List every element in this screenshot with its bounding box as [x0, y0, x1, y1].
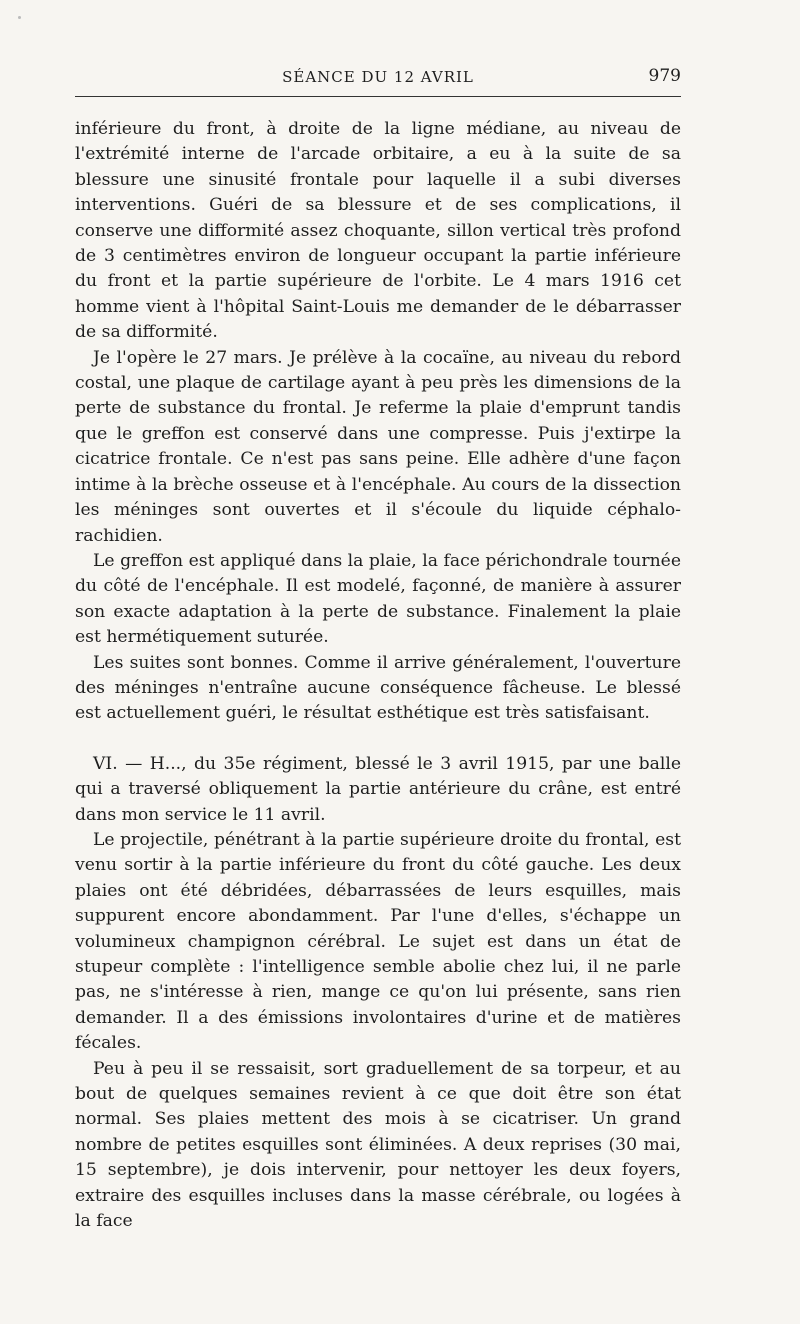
paragraph-continuation: inférieure du front, à droite de la ligne médiane, au niveau de l'extrémité interne de l'arcade orbitaire, a eu à la suite de sa blessure une sinusité frontale pour laquelle il a subi diverses interventions. Guéri de sa blessure et de ses complications, il conserve une difformité assez choquante, sillon vertical très profond de 3 centimètres environ de longueur occupant la partie inférieure du front et la partie supérieure de l'orbite. Le 4 mars 1916 cet homme vient à l'hôpital Saint-Louis me demander de le débarrasser de sa difformité.: [75, 119, 681, 343]
page-speck: [18, 16, 21, 19]
book-page: [75, 60, 681, 1234]
paragraph-outcome: Les suites sont bonnes. Comme il arrive généralement, l'ouverture des méninges n'entraîne aucune conséquence fâcheuse. Le blessé est actuellement guéri, le résultat esthétique est très satisfaisant.: [75, 652, 681, 724]
paragraph-recovery: Peu à peu il se ressaisit, sort graduellement de sa torpeur, et au bout de quelques semaines revient à ce que doit être son état normal. Ses plaies mettent des mois à se cicatriser. Un grand nombre de petites esquilles sont éliminées. A deux reprises (30 mai, 15 septembre), je dois intervenir, pour nettoyer les deux foyers, extraire des esquilles incluses dans la masse cérébrale, ou logées à la face: [75, 1058, 681, 1232]
header-rule: [75, 96, 681, 97]
paragraph-projectile: Le projectile, pénétrant à la partie supérieure droite du frontal, est venu sortir à la partie inférieure du front du côté gauche. Les deux plaies ont été débridées, débarrassées de leurs esquilles, mais suppurent encore abondamment. Par l'une d'elles, s'échappe un volumineux champignon cérébral. Le sujet est dans un état de stupeur complète : l'intelligence semble abolie chez lui, il ne parle pas, ne s'intéresse à rien, mange ce qu'on lui présente, sans rien demander. Il a des émissions involontaires d'urine et de matières fécales.: [75, 829, 681, 1054]
body-text: [75, 117, 681, 1234]
page-number: 979: [648, 66, 681, 86]
running-head: [75, 60, 681, 96]
paragraph-operation: Je l'opère le 27 mars. Je prélève à la cocaïne, au niveau du rebord costal, une plaque de cartilage ayant à peu près les dimensions de la perte de substance du frontal. Je referme la plaie d'emprunt tandis que le greffon est conservé dans une compresse. Puis j'extirpe la cicatrice frontale. Ce n'est pas sans peine. Elle adhère d'une façon intime à la brèche osseuse et à l'encéphale. Au cours de la dissection les méninges sont ouvertes et il s'écoule du liquide céphalo-rachidien.: [75, 347, 681, 546]
running-head-title: SÉANCE DU 12 AVRIL: [282, 68, 474, 86]
paragraph-case-vi: VI. — H..., du 35e régiment, blessé le 3 avril 1915, par une balle qui a traversé obliquement la partie antérieure du crâne, est entré dans mon service le 11 avril.: [75, 753, 681, 825]
paragraph-graft: Le greffon est appliqué dans la plaie, la face périchondrale tournée du côté de l'encéphale. Il est modelé, façonné, de manière à assurer son exacte adaptation à la perte de substance. Finalement la plaie est hermétiquement suturée.: [75, 550, 681, 648]
